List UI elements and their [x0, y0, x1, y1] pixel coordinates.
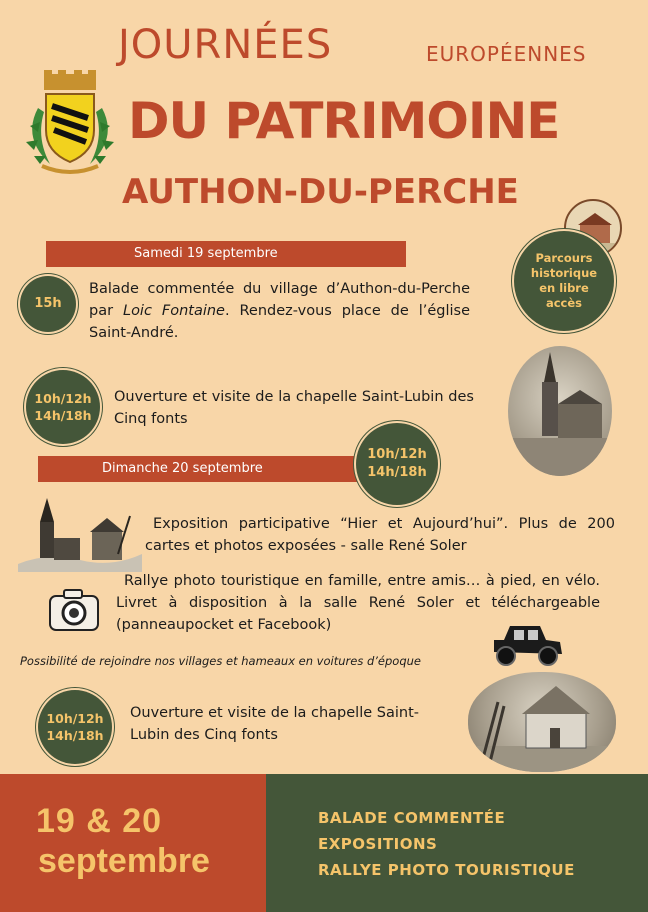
camera-icon	[46, 586, 102, 634]
time-badge-expo	[356, 423, 438, 505]
footer-item-expositions: EXPOSITIONS	[318, 835, 438, 853]
event-exposition: Exposition participative “Hier et Aujourd’hui”. Plus de 200 cartes et photos exposées - salle René Soler	[145, 516, 615, 554]
church-icon	[508, 346, 612, 476]
title-patrimoine: DU PATRIMOINE	[128, 92, 560, 150]
time-slot-morning: 10h/12h	[34, 390, 92, 406]
event-chapelle: Ouverture et visite de la chapelle Saint-Lubin des Cinq fonts	[114, 389, 474, 427]
old-village-photo	[18, 494, 142, 572]
title-journees: JOURNÉES	[118, 22, 333, 68]
coat-of-arms-icon	[16, 68, 124, 176]
event-balade-guide: Loic Fontaine	[122, 303, 225, 319]
footer-date-panel	[0, 774, 266, 912]
saturday-bar: Samedi 19 septembre	[46, 241, 406, 267]
footer-item-balade: BALADE COMMENTÉE	[318, 809, 506, 827]
title-europeennes: EUROPÉENNES	[426, 42, 587, 66]
parcours-badge: Parcours historique en libre accès	[514, 231, 614, 331]
event-chapelle-sunday: Ouverture et visite de la chapelle Saint-Lubin des Cinq fonts	[130, 705, 419, 743]
footer-date-month: septembre	[38, 842, 210, 880]
chapel-icon	[468, 672, 616, 772]
sunday-bar: Dimanche 20 septembre	[38, 456, 368, 482]
vintage-car-icon	[488, 618, 566, 670]
footer-activities-panel	[266, 774, 648, 912]
event-balade	[89, 278, 470, 344]
time-slot-afternoon: 14h/18h	[46, 728, 104, 743]
time-slot-afternoon: 14h/18h	[367, 465, 427, 480]
village-sketch-icon	[18, 494, 142, 572]
time-slot-morning: 10h/12h	[46, 710, 104, 726]
time-badge-15h: 15h	[20, 276, 76, 332]
vintage-cars-note: Possibilité de rejoindre nos villages et hameaux en voitures d’époque	[20, 654, 421, 668]
time-slot-morning: 10h/12h	[367, 446, 427, 462]
footer-item-rallye: RALLYE PHOTO TOURISTIQUE	[318, 861, 575, 879]
footer-date-days: 19 & 20	[36, 802, 163, 840]
event-rallye: Rallye photo touristique en famille, entre amis… à pied, en vélo. Livret à disposition à la salle René Soler et téléchargeable (panneaupocket et Facebook)	[116, 573, 600, 633]
title-town: AUTHON-DU-PERCHE	[122, 172, 519, 212]
chapel-photo	[468, 672, 616, 772]
church-photo	[508, 346, 612, 476]
event-balade-text-a: Balade commentée du village d’Authon-du-Perche par	[89, 281, 470, 319]
time-badge-chapelle-sunday	[38, 690, 112, 764]
time-badge-chapelle	[26, 370, 100, 444]
event-balade-text-b: . Rendez-vous place de l’église Saint-André.	[89, 303, 470, 341]
time-slot-afternoon: 14h/18h	[34, 408, 92, 423]
